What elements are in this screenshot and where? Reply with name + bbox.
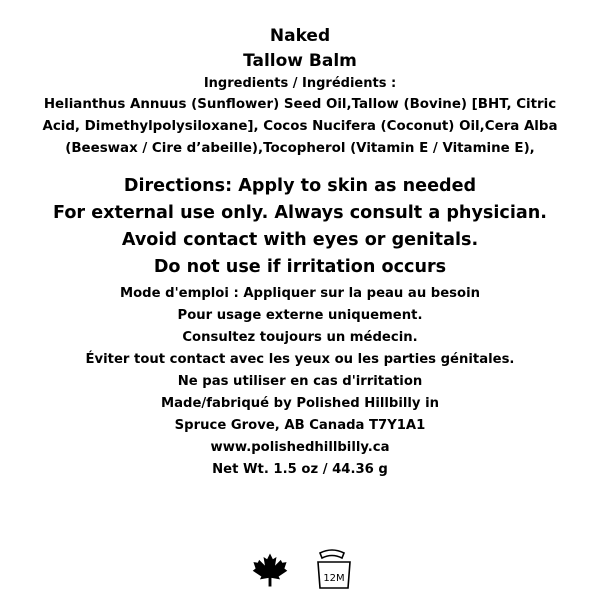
label-icons: [0, 548, 600, 590]
pao-label: 12M: [323, 573, 345, 584]
product-name-line2: Tallow Balm: [243, 51, 357, 71]
ingredients-heading: Ingredients / Ingrédients :: [203, 76, 397, 91]
avoid-contact-warning: Avoid contact with eyes or genitals.: [121, 230, 479, 250]
consultez-line: Consultez toujours un médecin.: [182, 330, 418, 345]
mode-emploi-line: Mode d'emploi : Appliquer sur la peau au besoin: [120, 286, 480, 301]
product-label: [0, 24, 600, 481]
product-name-line1: Naked: [269, 26, 331, 46]
usage-externe-line: Pour usage externe uniquement.: [177, 308, 423, 323]
website-text: www.polishedhillbilly.ca: [210, 440, 390, 455]
maker-address: Spruce Grove, AB Canada T7Y1A1: [174, 418, 426, 433]
irritation-fr-line: Ne pas utiliser en cas d'irritation: [177, 374, 423, 389]
net-weight: Net Wt. 1.5 oz / 44.36 g: [212, 462, 388, 477]
eviter-contact-line: Éviter tout contact avec les yeux ou les parties génitales.: [85, 352, 515, 367]
irritation-warning: Do not use if irritation occurs: [153, 257, 447, 277]
external-use-warning: For external use only. Always consult a physician.: [53, 203, 547, 223]
maker-line: Made/fabriqué by Polished Hillbilly in: [161, 396, 439, 411]
directions-line: Directions: Apply to skin as needed: [123, 176, 477, 196]
maple-leaf-icon: [252, 552, 288, 588]
directions-french: [0, 283, 600, 481]
directions-english: [0, 173, 600, 281]
ingredients-list: Helianthus Annuus (Sunflower) Seed Oil,Tallow (Bovine) [BHT, Citric Acid, Dimethylpolysiloxane], Cocos Nucifera (Coconut) Oil,Cera Alba (Beeswax / Cire d’abeille),Tocopherol (Vitamin E / Vitamine E),: [42, 97, 558, 156]
open-jar-icon: [312, 548, 356, 590]
